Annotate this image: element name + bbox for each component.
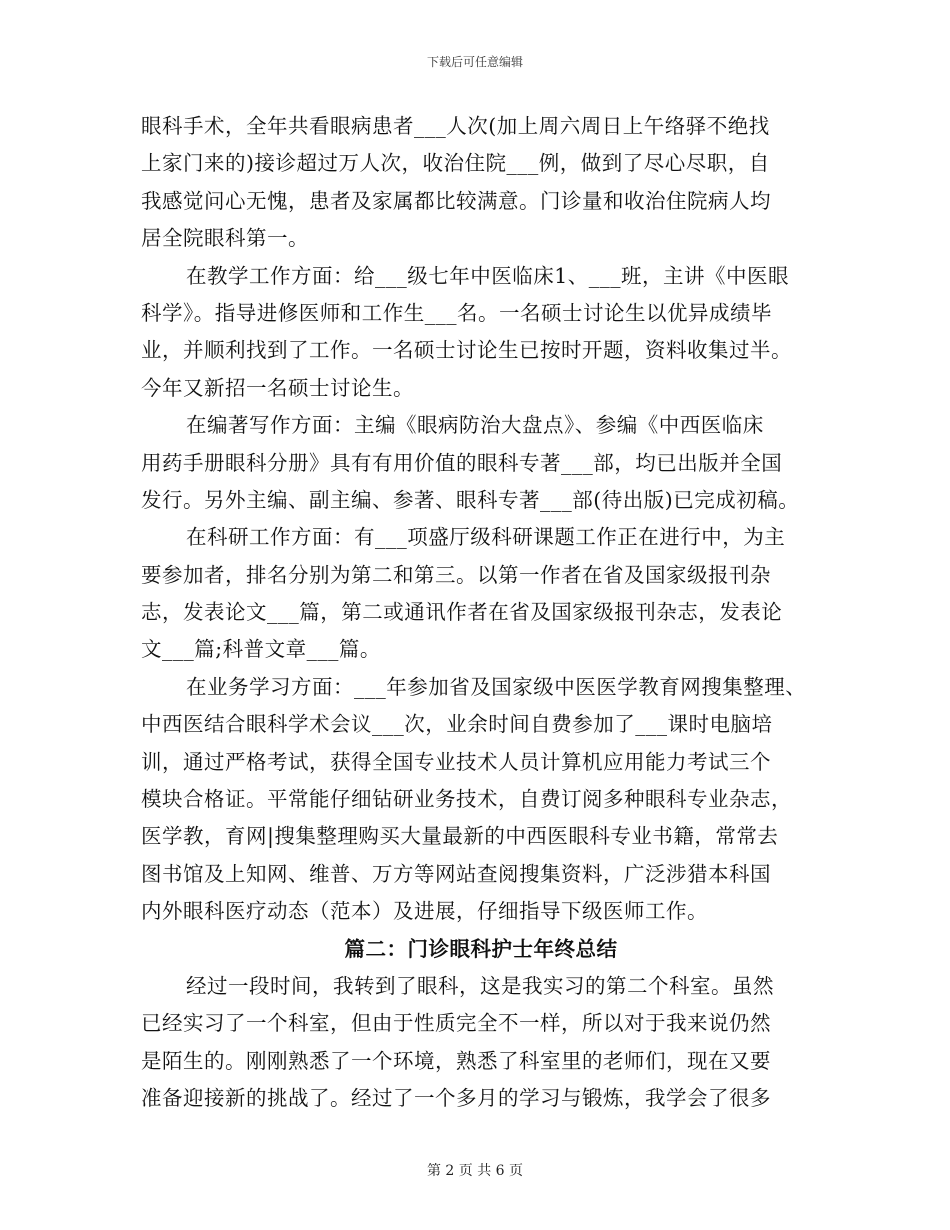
text-line: 用药手册眼科分册》具有有用价值的眼科专著___部，均已出版并全国 — [141, 450, 783, 475]
text-line: 模块合格证。平常能仔细钻研业务技术，自费订阅多种眼科专业杂志， — [141, 787, 792, 812]
text-line: 是陌生的。刚刚熟悉了一个环境，熟悉了科室里的老师们，现在又要 — [141, 1048, 771, 1073]
page-header: 下载后可任意编辑 — [426, 55, 523, 69]
text-line: 中西医结合眼科学术会议___次，业余时间自费参加了___课时电脑培 — [141, 712, 773, 737]
text-line: 科学》。指导进修医师和工作生___名。一名硕士讨论生以优异成绩毕 — [141, 300, 772, 325]
text-line: 已经实习了一个科室，但由于性质完全不一样，所以对于我来说仍然 — [141, 1011, 771, 1036]
text-line: 眼科手术，全年共看眼病患者___人次(加上周六周日上午络驿不绝找 — [141, 114, 770, 138]
section-heading: 篇二：门诊眼科护士年终总结 — [344, 936, 618, 961]
text-line: 训，通过严格考试，获得全国专业技术人员计算机应用能力考试三个 — [141, 749, 771, 774]
document-body — [141, 108, 821, 1118]
text-line: 发行。另外主编、副主编、参著、眼科专著___部(待出版)已完成初稿。 — [141, 487, 800, 512]
text-line: 上家门来的)接诊超过万人次，收治住院___例，做到了尽心尽职，自 — [141, 151, 770, 176]
text-line: 业，并顺利找到了工作。一名硕士讨论生已按时开题，资料收集过半。 — [141, 338, 792, 363]
text-line: 今年又新招一名硕士讨论生。 — [141, 375, 414, 400]
text-line: 在科研工作方面：有___项盛厅级科研课题工作正在进行中，为主 — [186, 525, 786, 550]
text-line: 医学教，育网|搜集整理购买大量最新的中西医眼科专业书籍，常常去 — [141, 824, 779, 849]
text-line: 要参加者，排名分别为第二和第三。以第一作者在省及国家级报刊杂 — [141, 562, 771, 587]
text-line: 经过一段时间，我转到了眼科，这是我实习的第二个科室。虽然 — [186, 973, 774, 998]
text-line: 居全院眼科第一。 — [141, 226, 309, 251]
text-line: 我感觉问心无愧，患者及家属都比较满意。门诊量和收治住院病人均 — [141, 188, 771, 213]
text-line: 志，发表论文___篇，第二或通讯作者在省及国家级报刊杂志，发表论 — [141, 600, 783, 625]
text-line: 在业务学习方面：___年参加省及国家级中医医学教育网搜集整理、 — [186, 674, 807, 699]
page-footer: 第 2 页 共 6 页 — [426, 1163, 524, 1179]
text-line: 图书馆及上知网、维普、万方等网站查阅搜集资料，广泛涉猎本科国 — [141, 861, 771, 886]
text-line: 准备迎接新的挑战了。经过了一个多月的学习与锻炼，我学会了很多 — [141, 1086, 771, 1111]
text-line: 内外眼科医疗动态（范本）及进展，仔细指导下级医师工作。 — [141, 899, 708, 924]
text-line: 在教学工作方面：给___级七年中医临床1、___班，主讲《中医眼 — [186, 263, 790, 288]
text-line: 文___篇;科普文章___篇。 — [141, 637, 381, 662]
text-line: 在编著写作方面：主编《眼病防治大盘点》、参编《中西医临床 — [186, 413, 764, 438]
